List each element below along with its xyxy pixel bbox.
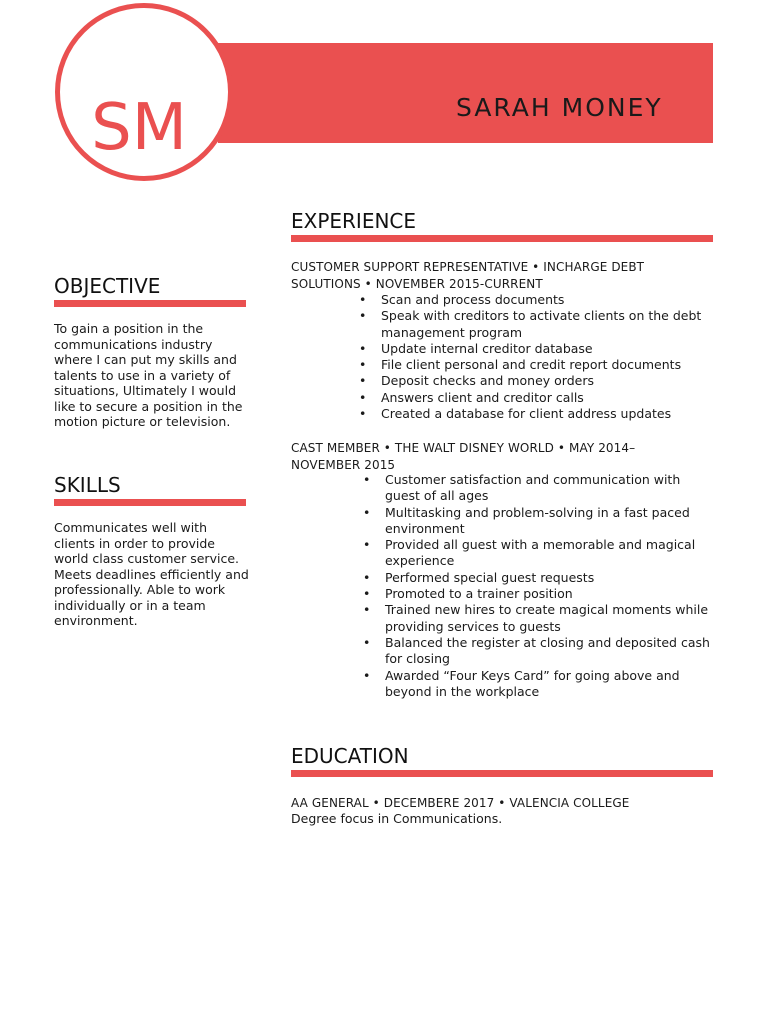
skills-title: SKILLS [54, 473, 121, 497]
list-item: • Created a database for client address updates [381, 406, 711, 422]
experience-rule [291, 235, 713, 242]
objective-rule [54, 300, 246, 307]
objective-title: OBJECTIVE [54, 274, 161, 298]
education-rule [291, 770, 713, 777]
job-bullets [381, 292, 711, 422]
list-item: • Update internal creditor database [381, 341, 711, 357]
list-item: • Customer satisfaction and communication with guest of all ages [385, 472, 715, 505]
education-title: EDUCATION [291, 744, 409, 768]
job-bullets [385, 472, 715, 700]
skills-text: Communicates well with clients in order to provide world class customer service. Meets deadlines efficiently and professionally. Able to work individually or in a team environment. [54, 520, 249, 628]
job-heading: CAST MEMBER • THE WALT DISNEY WORLD • MAY 2014–NOVEMBER 2015 [291, 441, 636, 472]
list-item: • Scan and process documents [381, 292, 711, 308]
list-item: • Trained new hires to create magical moments while providing services to guests [385, 602, 715, 635]
education-heading: AA GENERAL • DECEMBERE 2017 • VALENCIA COLLEGE [291, 796, 630, 810]
monogram-initials: SM [91, 91, 187, 165]
list-item: • Performed special guest requests [385, 570, 715, 586]
list-item: • Balanced the register at closing and deposited cash for closing [385, 635, 715, 668]
job-heading: CUSTOMER SUPPORT REPRESENTATIVE • INCHARGE DEBT SOLUTIONS • NOVEMBER 2015-CURRENT [291, 260, 645, 291]
skills-rule [54, 499, 246, 506]
candidate-name: SARAH MONEY [456, 93, 663, 122]
experience-title: EXPERIENCE [291, 209, 417, 233]
list-item: • Multitasking and problem-solving in a fast paced environment [385, 505, 715, 538]
list-item: • Answers client and creditor calls [381, 390, 711, 406]
objective-text: To gain a position in the communications industry where I can put my skills and talents to use in a variety of situations, Ultimately I would like to secure a position in the motion picture or television. [54, 321, 243, 429]
monogram [50, 0, 228, 180]
list-item: • Speak with creditors to activate clients on the debt management program [381, 308, 711, 341]
list-item: • Awarded “Four Keys Card” for going above and beyond in the workplace [385, 668, 715, 701]
header-banner [218, 43, 713, 143]
education-detail: Degree focus in Communications. [291, 811, 503, 826]
list-item: • File client personal and credit report documents [381, 357, 711, 373]
list-item: • Deposit checks and money orders [381, 373, 711, 389]
list-item: • Promoted to a trainer position [385, 586, 715, 602]
list-item: • Provided all guest with a memorable and magical experience [385, 537, 715, 570]
